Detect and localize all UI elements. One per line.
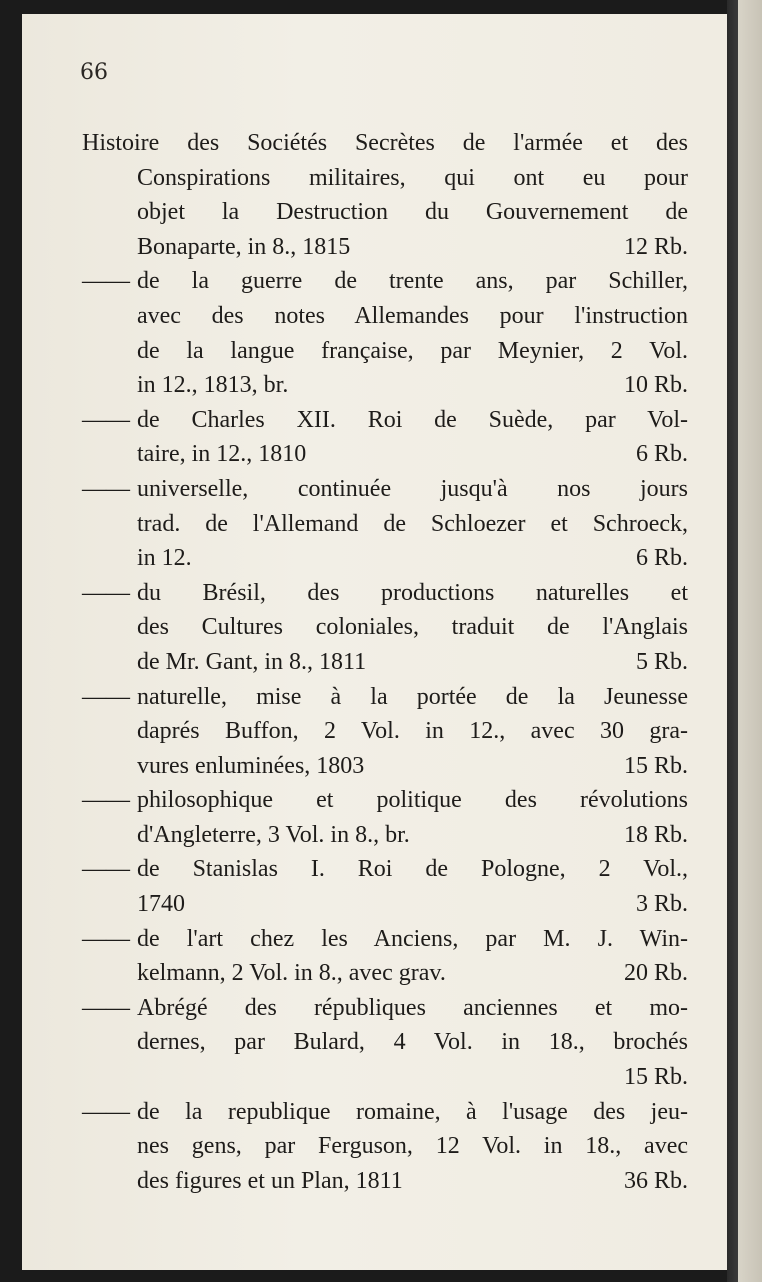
price: 18 Rb. (623, 821, 688, 848)
entry-continuation-line: dernes, par Bulard, 4 Vol. in 18., brochés (137, 1029, 688, 1056)
entry-title-text: Histoire des Sociétés Secrètes de l'armée et des (82, 130, 688, 156)
ditto-dash: —— (82, 994, 130, 1021)
entry-title-text: naturelle, mise à la portée de la Jeunesse (137, 683, 688, 710)
entry-title-text: de Charles XII. Roi de Suède, par Vol- (137, 406, 688, 433)
entry-price-line (82, 749, 688, 784)
entry-lead-line (82, 472, 688, 507)
price: 12 Rb. (623, 233, 688, 260)
entry-continuation-line: des Cultures coloniales, traduit de l'Anglais (137, 614, 688, 641)
price: 15 Rb. (623, 752, 688, 779)
entry-final-text: in 12. (137, 545, 192, 572)
entry-final-text: Bonaparte, in 8., 1815 (137, 233, 351, 260)
entry-title-text: universelle, continuée jusqu'à nos jours (137, 475, 688, 502)
ditto-dash: —— (82, 856, 130, 883)
entry-final-text: kelmann, 2 Vol. in 8., avec grav. (137, 960, 446, 987)
entry-title-text: du Brésil, des productions naturelles et (137, 579, 688, 606)
catalog-entry (82, 403, 688, 472)
entry-price-line (82, 437, 688, 472)
ditto-dash: —— (82, 1098, 130, 1125)
entry-price-line (82, 368, 688, 403)
entry-price-line (82, 230, 688, 265)
entry-price-line (82, 541, 688, 576)
entry-lead-line (82, 852, 688, 887)
catalog-entry (82, 991, 688, 1095)
price: 6 Rb. (635, 545, 688, 572)
price: 36 Rb. (623, 1167, 688, 1194)
entry-continuation-line: de la langue française, par Meynier, 2 Vol. (137, 337, 688, 364)
ditto-dash: —— (82, 475, 130, 502)
entry-lead-line (82, 991, 688, 1026)
entry-final-text: in 12., 1813, br. (137, 372, 289, 399)
catalog-entry (82, 126, 688, 264)
entry-lead-line (82, 680, 688, 715)
entry-title-text: de l'art chez les Anciens, par M. J. Win- (137, 925, 688, 952)
entry-lead-line (82, 264, 688, 299)
entry-price-line (82, 887, 688, 922)
entry-price-line (82, 818, 688, 853)
catalog-entry (82, 852, 688, 921)
adjacent-page-edge (738, 0, 762, 1282)
ditto-dash: —— (82, 268, 130, 295)
entry-final-text: de Mr. Gant, in 8., 1811 (137, 648, 367, 675)
entry-lead-line (82, 922, 688, 957)
catalog-listing (82, 126, 688, 1198)
entry-final-text: vures enluminées, 1803 (137, 752, 365, 779)
ditto-dash: —— (82, 787, 130, 814)
price: 15 Rb. (623, 1064, 688, 1091)
entry-continuation-line: Conspirations militaires, qui ont eu pour (137, 164, 688, 191)
catalog-entry (82, 472, 688, 576)
entry-title-text: philosophique et politique des révolutions (137, 787, 688, 814)
catalog-entry (82, 922, 688, 991)
entry-final-text: 1740 (137, 891, 185, 918)
catalog-entry (82, 264, 688, 402)
entry-title-text: de Stanislas I. Roi de Pologne, 2 Vol., (137, 856, 688, 883)
catalog-entry (82, 576, 688, 680)
price: 6 Rb. (635, 441, 688, 468)
entry-continuation-line: avec des notes Allemandes pour l'instruction (137, 302, 688, 329)
entry-continuation-line: daprés Buffon, 2 Vol. in 12., avec 30 gra- (137, 718, 688, 745)
entry-final-text: d'Angleterre, 3 Vol. in 8., br. (137, 821, 410, 848)
ditto-dash: —— (82, 925, 130, 952)
entry-lead-line (82, 126, 688, 161)
entry-continuation-line: objet la Destruction du Gouvernement de (137, 199, 688, 226)
price: 10 Rb. (623, 372, 688, 399)
entry-lead-line (82, 576, 688, 611)
entry-price-line (82, 1164, 688, 1199)
entry-title-text: de la guerre de trente ans, par Schiller, (137, 268, 688, 295)
page-number: 66 (80, 60, 108, 85)
entry-continuation-line: trad. de l'Allemand de Schloezer et Schroeck, (137, 510, 688, 537)
price: 20 Rb. (623, 960, 688, 987)
entry-final-text: taire, in 12., 1810 (137, 441, 307, 468)
price: 5 Rb. (635, 648, 688, 675)
entry-lead-line (82, 403, 688, 438)
entry-price-line (82, 645, 688, 680)
catalog-page (22, 14, 727, 1270)
ditto-dash: —— (82, 579, 130, 606)
price: 3 Rb. (635, 891, 688, 918)
entry-title-text: Abrégé des républiques anciennes et mo- (137, 994, 688, 1021)
entry-price-line (82, 956, 688, 991)
ditto-dash: —— (82, 683, 130, 710)
entry-final-text: des figures et un Plan, 1811 (137, 1167, 403, 1194)
entry-lead-line (82, 1095, 688, 1130)
entry-title-text: de la republique romaine, à l'usage des jeu- (137, 1098, 688, 1125)
entry-continuation-line: nes gens, par Ferguson, 12 Vol. in 18., avec (137, 1133, 688, 1160)
catalog-entry (82, 1095, 688, 1199)
catalog-entry (82, 680, 688, 784)
catalog-entry (82, 783, 688, 852)
entry-price-line (82, 1060, 688, 1095)
ditto-dash: —— (82, 406, 130, 433)
entry-lead-line (82, 783, 688, 818)
